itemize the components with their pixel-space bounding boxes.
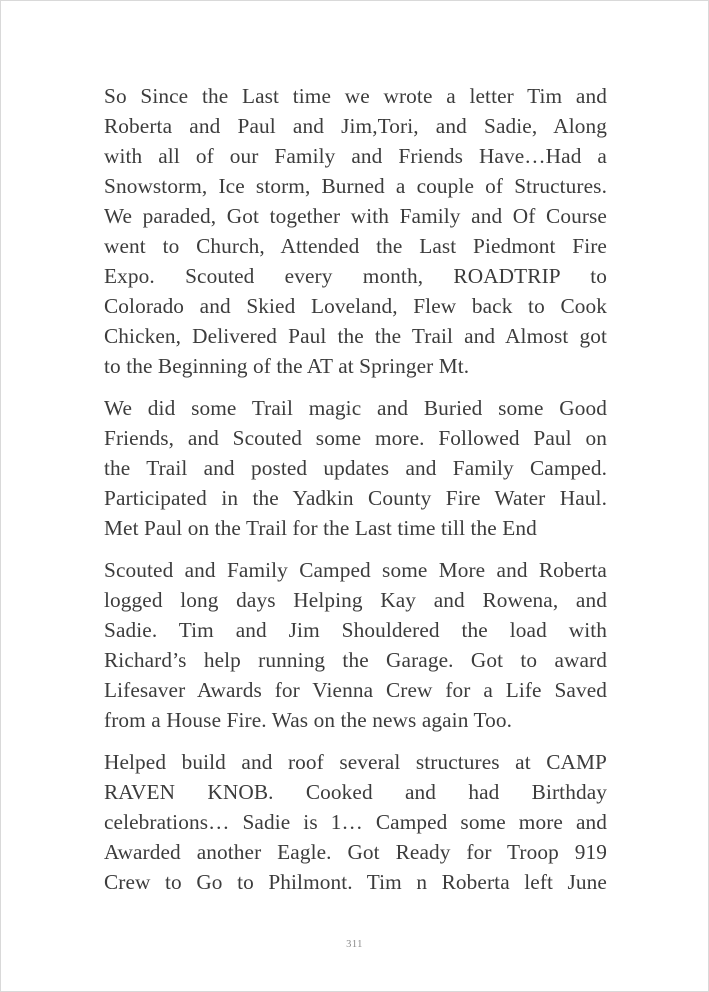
text-line: Roberta and Paul and Jim,Tori, and Sadie, Along xyxy=(104,114,607,138)
text-line: RAVEN KNOB. Cooked and had Birthday xyxy=(104,780,607,804)
text-line: went to Church, Attended the Last Piedmont Fire xyxy=(104,234,607,258)
text-block xyxy=(104,81,607,909)
text-line: celebrations… Sadie is 1… Camped some more and xyxy=(104,810,607,834)
text-line: Scouted and Family Camped some More and Roberta xyxy=(104,558,607,582)
text-line: Snowstorm, Ice storm, Burned a couple of Structures. xyxy=(104,174,607,198)
text-line: Richard’s help running the Garage. Got to award xyxy=(104,648,607,672)
text-line: Crew to Go to Philmont. Tim n Roberta left June xyxy=(104,870,607,894)
text-line: to the Beginning of the AT at Springer Mt. xyxy=(104,354,470,378)
paragraph xyxy=(104,81,607,381)
text-line: Colorado and Skied Loveland, Flew back to Cook xyxy=(104,294,607,318)
text-line: from a House Fire. Was on the news again Too. xyxy=(104,708,513,732)
text-line: with all of our Family and Friends Have…Had a xyxy=(104,144,607,168)
paragraph xyxy=(104,393,607,543)
text-line: Met Paul on the Trail for the Last time till the End xyxy=(104,516,537,540)
paragraph xyxy=(104,555,607,735)
text-line: Awarded another Eagle. Got Ready for Troop 919 xyxy=(104,840,607,864)
text-line: We paraded, Got together with Family and Of Course xyxy=(104,204,607,228)
text-line: Participated in the Yadkin County Fire Water Haul. xyxy=(104,486,607,510)
page-number: 311 xyxy=(346,939,363,950)
text-line: Sadie. Tim and Jim Shouldered the load with xyxy=(104,618,607,642)
text-line: Friends, and Scouted some more. Followed Paul on xyxy=(104,426,607,450)
paragraph xyxy=(104,747,607,897)
text-line: Expo. Scouted every month, ROADTRIP to xyxy=(104,264,607,288)
text-line: Lifesaver Awards for Vienna Crew for a Life Saved xyxy=(104,678,607,702)
text-line: We did some Trail magic and Buried some Good xyxy=(104,396,607,420)
text-line: So Since the Last time we wrote a letter Tim and xyxy=(104,84,607,108)
text-line: Chicken, Delivered Paul the the Trail and Almost got xyxy=(104,324,607,348)
text-line: logged long days Helping Kay and Rowena, and xyxy=(104,588,607,612)
text-line: the Trail and posted updates and Family Camped. xyxy=(104,456,607,480)
text-line: Helped build and roof several structures at CAMP xyxy=(104,750,607,774)
